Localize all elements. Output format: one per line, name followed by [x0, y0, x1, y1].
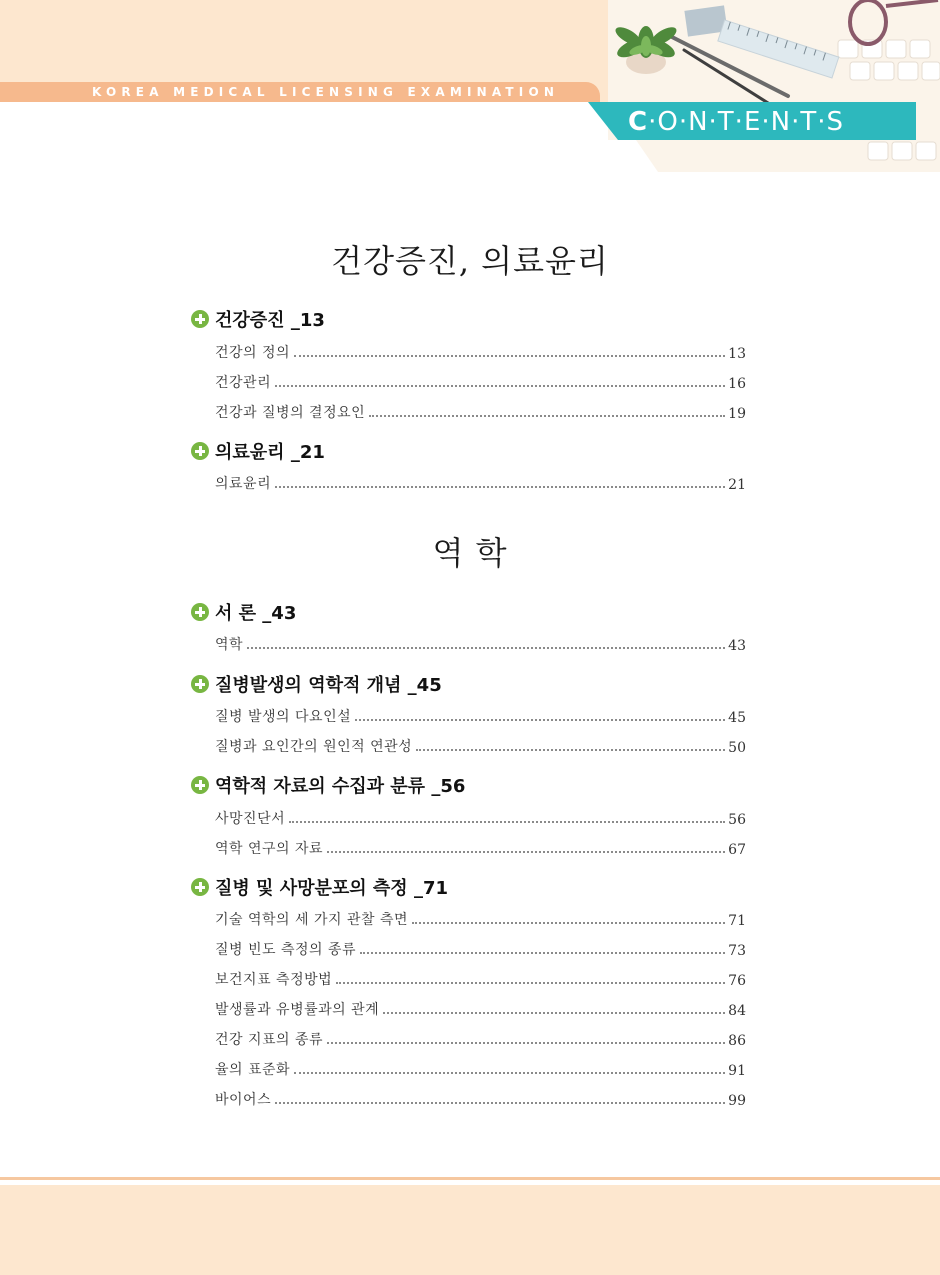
- toc-entry[interactable]: 율의 표준화 91: [215, 1062, 746, 1079]
- plus-bullet-icon: [191, 310, 209, 328]
- section-title: 건강증진, 의료윤리: [331, 242, 609, 280]
- toc-entry[interactable]: 질병 발생의 다요인설 45: [215, 709, 746, 726]
- dot-leader: [275, 1102, 725, 1104]
- toc-entry[interactable]: 발생률과 유병률과의 관계 84: [215, 1002, 746, 1019]
- toc-entry[interactable]: 보건지표 측정방법 76: [215, 972, 746, 989]
- chapter-heading: 역학적 자료의 수집과 분류 _56: [191, 772, 465, 798]
- chapter-heading: 서 론 _43: [191, 599, 296, 625]
- exam-label: KOREA MEDICAL LICENSING EXAMINATION: [92, 85, 560, 99]
- footer-line: [0, 1177, 940, 1180]
- desk-illustration: [588, 0, 940, 172]
- chapter-heading: 질병 및 사망분포의 측정 _71: [191, 874, 448, 900]
- dot-leader: [360, 952, 725, 954]
- dot-leader: [247, 647, 725, 649]
- plus-bullet-icon: [191, 878, 209, 896]
- toc-entry[interactable]: 건강과 질병의 결정요인 19: [215, 405, 746, 422]
- dot-leader: [327, 851, 725, 853]
- toc-entry[interactable]: 건강의 정의 13: [215, 345, 746, 362]
- toc-entry[interactable]: 사망진단서 56: [215, 811, 746, 828]
- dot-leader: [289, 821, 725, 823]
- dot-leader: [294, 1072, 725, 1074]
- footer-band: [0, 1185, 940, 1275]
- toc-entry[interactable]: 역학 43: [215, 637, 746, 654]
- plus-bullet-icon: [191, 776, 209, 794]
- dot-leader: [416, 749, 725, 751]
- plus-bullet-icon: [191, 442, 209, 460]
- plus-bullet-icon: [191, 675, 209, 693]
- chapter-heading: 건강증진 _13: [191, 306, 325, 332]
- dot-leader: [327, 1042, 725, 1044]
- chapter-heading: 질병발생의 역학적 개념 _45: [191, 671, 442, 697]
- toc-entry[interactable]: 질병과 요인간의 원인적 연관성 50: [215, 739, 746, 756]
- dot-leader: [294, 355, 725, 357]
- dot-leader: [336, 982, 725, 984]
- dot-leader: [275, 486, 725, 488]
- chapter-heading: 의료윤리 _21: [191, 438, 325, 464]
- toc-entry[interactable]: 역학 연구의 자료 67: [215, 841, 746, 858]
- toc-entry[interactable]: 건강 지표의 종류 86: [215, 1032, 746, 1049]
- dot-leader: [355, 719, 725, 721]
- dot-leader: [412, 922, 725, 924]
- toc-entry[interactable]: 의료윤리 21: [215, 476, 746, 493]
- toc-entry[interactable]: 기술 역학의 세 가지 관찰 측면 71: [215, 912, 746, 929]
- toc-entry[interactable]: 질병 빈도 측정의 종류 73: [215, 942, 746, 959]
- section-title: 역 학: [432, 534, 508, 572]
- plus-bullet-icon: [191, 603, 209, 621]
- dot-leader: [275, 385, 725, 387]
- toc-entry[interactable]: 건강관리 16: [215, 375, 746, 392]
- toc-entry[interactable]: 바이어스 99: [215, 1092, 746, 1109]
- dot-leader: [383, 1012, 725, 1014]
- dot-leader: [369, 415, 725, 417]
- contents-title: C·O·N·T·E·N·T·S: [628, 107, 845, 137]
